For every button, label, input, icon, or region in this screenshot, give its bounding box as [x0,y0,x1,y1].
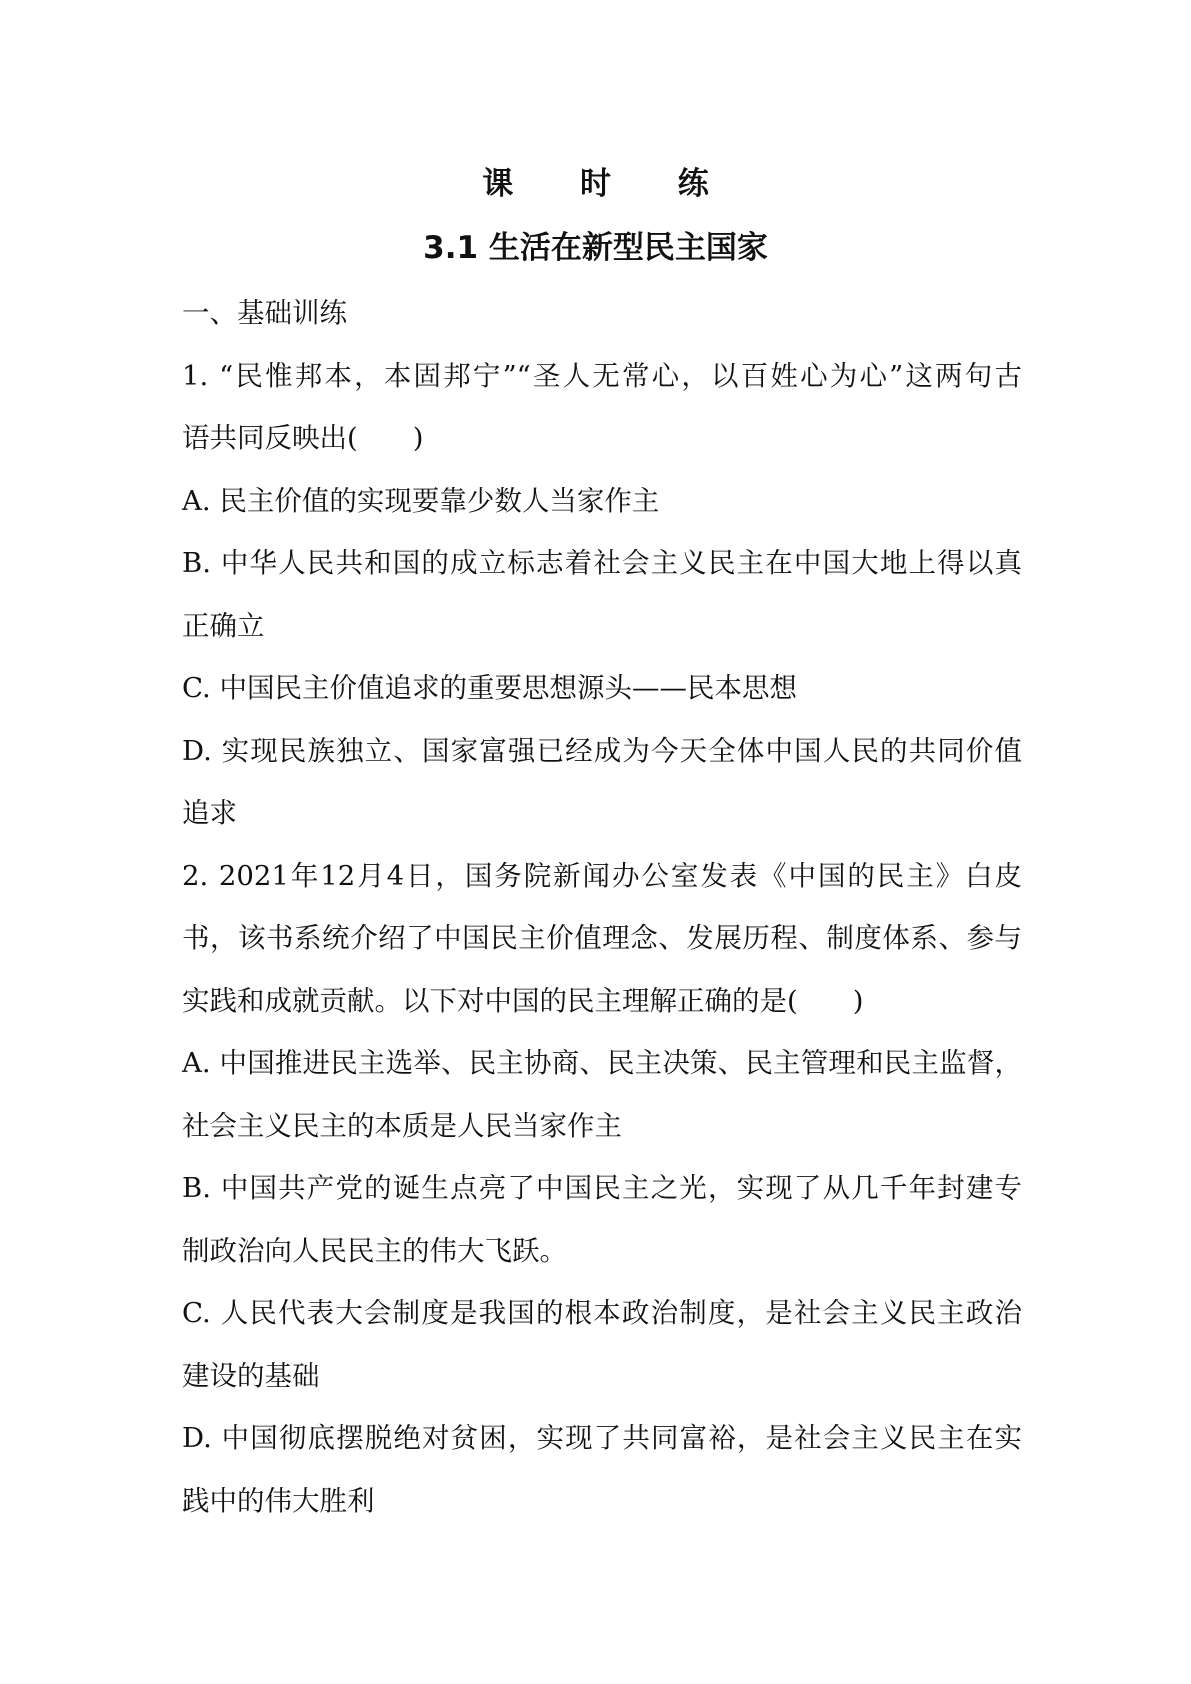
question-2-option-b-line-1: B. 中国共产党的诞生点亮了中国民主之光，实现了从几千年封建专 [182,1172,1022,1204]
question-2-option-a-line-1: A. 中国推进民主选举、民主协商、民主决策、民主管理和民主监督， [182,1047,1022,1079]
question-2-stem-line-3: 实践和成就贡献。以下对中国的民主理解正确的是( ) [182,984,864,1017]
question-1-option-c: C. 中国民主价值追求的重要思想源头——民本思想 [182,672,798,704]
question-1-option-a: A. 民主价值的实现要靠少数人当家作主 [182,484,660,517]
question-1-stem-line-1: 1. “民惟邦本，本固邦宁”“圣人无常心，以百姓心为心”这两句古 [182,359,1022,392]
question-1-option-b-line-1: B. 中华人民共和国的成立标志着社会主义民主在中国大地上得以真 [182,547,1022,579]
page-title: 课 时 练 [482,166,737,202]
question-2-option-c-line-2: 建设的基础 [182,1359,320,1392]
lesson-title: 3.1 生活在新型民主国家 [423,230,768,266]
section-heading: 一、基础训练 [182,297,347,329]
question-2-option-d-line-2: 践中的伟大胜利 [182,1484,375,1517]
question-2-stem-line-1: 2. 2021年12月4日，国务院新闻办公室发表《中国的民主》白皮 [182,859,1022,892]
question-2-option-a-line-2: 社会主义民主的本质是人民当家作主 [182,1109,622,1142]
question-1-option-d-line-2: 追求 [182,797,237,829]
question-1-option-d-line-1: D. 实现民族独立、国家富强已经成为今天全体中国人民的共同价值 [182,734,1022,767]
question-2-option-d-line-1: D. 中国彻底摆脱绝对贫困，实现了共同富裕，是社会主义民主在实 [182,1422,1022,1454]
question-1-stem-line-2: 语共同反映出( ) [182,422,424,454]
exercise-content [182,282,1022,1532]
question-2-stem-line-2: 书，该书系统介绍了中国民主价值理念、发展历程、制度体系、参与 [182,922,1022,954]
question-2-option-c-line-1: C. 人民代表大会制度是我国的根本政治制度，是社会主义民主政治 [182,1297,1022,1329]
question-2-option-b-line-2: 制政治向人民民主的伟大飞跃。 [182,1234,567,1267]
question-1-option-b-line-2: 正确立 [182,609,265,642]
